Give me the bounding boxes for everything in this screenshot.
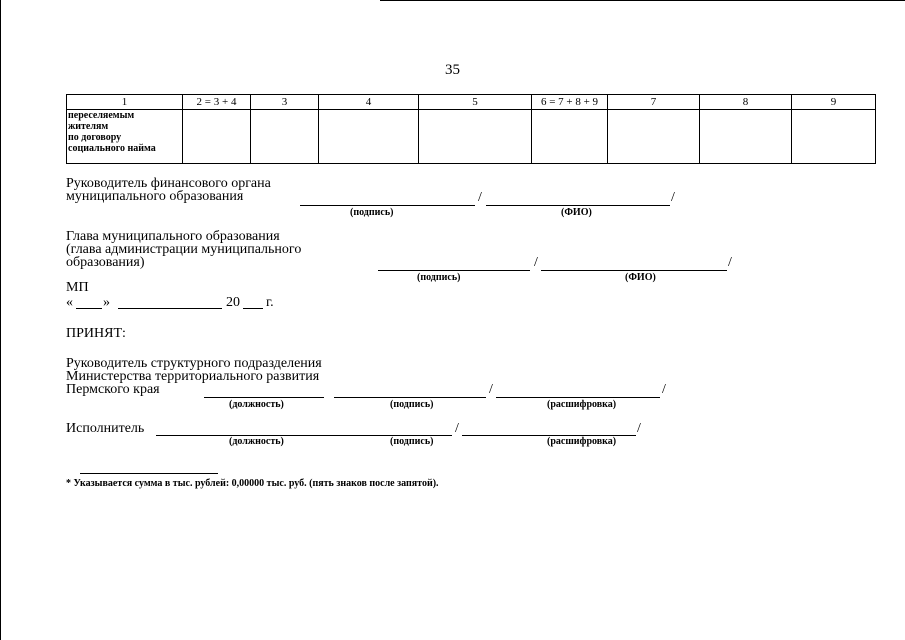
table-cell [419, 110, 532, 164]
sign3-title-line1: Руководитель структурного подразделения [66, 356, 322, 371]
executor-slash-2: / [637, 421, 641, 436]
sign3-title-line3: Пермского края [66, 382, 160, 397]
table-header-cell: 8 [700, 95, 792, 110]
table-cell [319, 110, 419, 164]
sign3-signature-label: (подпись) [390, 399, 434, 410]
table-header-cell: 2 = 3 + 4 [183, 95, 251, 110]
sign3-decode-label: (расшифровка) [547, 399, 617, 410]
table-header-cell: 5 [419, 95, 532, 110]
table-header-cell: 3 [251, 95, 319, 110]
accepted-heading: ПРИНЯТ: [66, 326, 126, 341]
sign3-title-line2: Министерства территориального развития [66, 369, 320, 384]
date-year-line [243, 308, 263, 309]
table-cell [608, 110, 700, 164]
date-close-quote: » [103, 295, 110, 310]
stamp-mp: МП [66, 280, 89, 295]
sign3-signature-line [334, 397, 486, 398]
date-month-line [118, 308, 222, 309]
sign1-fio-line [486, 205, 670, 206]
table-header-cell: 6 = 7 + 8 + 9 [532, 95, 608, 110]
date-day-line [76, 308, 102, 309]
table-cell [700, 110, 792, 164]
top-border-line [380, 0, 905, 1]
table-header-row [67, 95, 876, 110]
footnote-text: * Указывается сумма в тыс. рублей: 0,00000 тыс. руб. (пять знаков после запятой). [66, 478, 439, 489]
executor-decode-label: (расшифровка) [547, 436, 617, 447]
sign2-fio-line [541, 270, 727, 271]
sign2-title-line1: Глава муниципального образования [66, 229, 280, 244]
sign1-title-line1: Руководитель финансового органа [66, 176, 271, 191]
table-row [67, 110, 876, 164]
sign2-signature-label: (подпись) [417, 272, 461, 283]
table-header-cell: 1 [67, 95, 183, 110]
date-open-quote: « [66, 295, 73, 310]
sign1-slash-1: / [478, 190, 482, 205]
page-number: 35 [445, 62, 460, 78]
sign2-slash-1: / [534, 255, 538, 270]
sign1-title-line2: муниципального образования [66, 189, 244, 204]
data-table [66, 94, 876, 164]
row-label-line: социального найма [68, 143, 156, 154]
row-label-line: по договору [68, 132, 122, 143]
row-label-line: жителям [68, 121, 109, 132]
executor-signature-label: (подпись) [390, 436, 434, 447]
sign2-slash-2: / [728, 255, 732, 270]
sign2-title-line2: (глава администрации муниципального [66, 242, 302, 257]
table-header-cell: 4 [319, 95, 419, 110]
sign1-signature-line [300, 205, 475, 206]
sign3-slash-2: / [662, 382, 666, 397]
table-cell [251, 110, 319, 164]
executor-position-label: (должность) [229, 436, 284, 447]
sign3-position-label: (должность) [229, 399, 284, 410]
sign2-title-line3: образования) [66, 255, 145, 270]
table-cell [532, 110, 608, 164]
sign1-fio-label: (ФИО) [561, 207, 592, 218]
executor-slash-1: / [455, 421, 459, 436]
left-border-line [0, 0, 1, 640]
sign1-slash-2: / [671, 190, 675, 205]
table-header-cell: 7 [608, 95, 700, 110]
footnote-separator [80, 473, 218, 474]
sign3-decode-line [496, 397, 660, 398]
sign2-fio-label: (ФИО) [625, 272, 656, 283]
sign2-signature-line [378, 270, 530, 271]
table-cell [792, 110, 876, 164]
date-year-prefix: 20 [226, 295, 240, 310]
executor-label: Исполнитель [66, 421, 145, 436]
row-label-line: переселяемым [68, 110, 135, 121]
date-year-suffix: г. [266, 295, 274, 310]
table-header-cell: 9 [792, 95, 876, 110]
sign3-slash-1: / [489, 382, 493, 397]
sign1-signature-label: (подпись) [350, 207, 394, 218]
sign3-position-line [204, 397, 324, 398]
table-row-label [67, 110, 183, 164]
table-cell [183, 110, 251, 164]
